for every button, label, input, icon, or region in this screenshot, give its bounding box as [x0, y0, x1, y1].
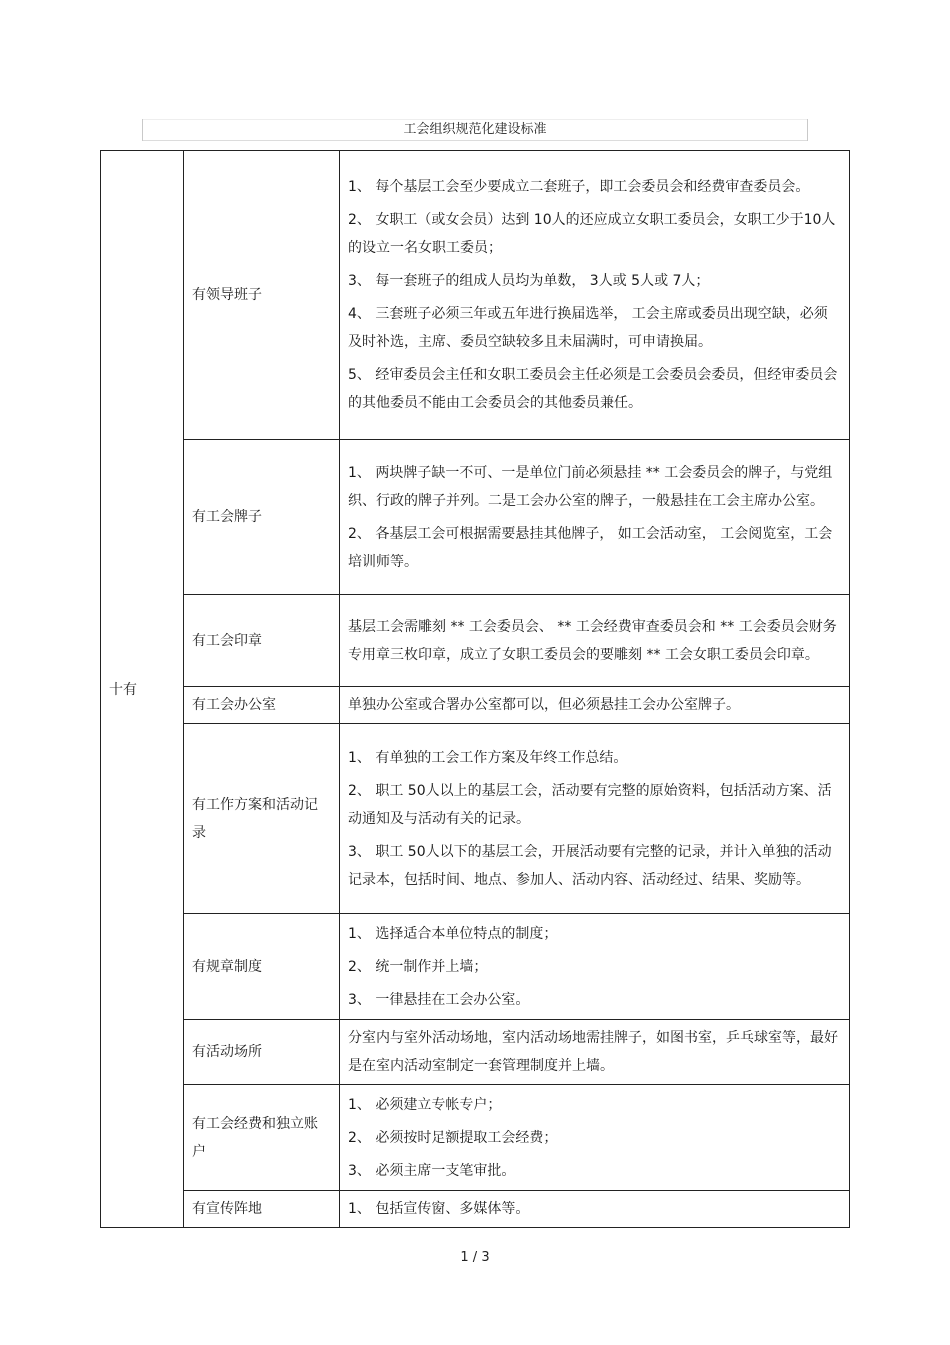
row-content — [340, 914, 850, 1020]
list-item: 1、 包括宣传窗、多媒体等。 — [348, 1201, 530, 1217]
table-row — [101, 687, 850, 724]
list-item: 1、 必须建立专帐专户； — [348, 1096, 502, 1113]
table-row — [101, 914, 850, 1020]
list-item: 3、 职工 50人以下的基层工会，开展活动要有完整的记录，并计入单独的活动记录本，包括时间、地点、参加人、活动内容、活动经过、结果、奖励等。 — [348, 843, 832, 888]
document-title: 工会组织规范化建设标准 — [142, 119, 808, 141]
row-label: 有宣传阵地 — [184, 1191, 340, 1228]
list-item: 2、 职工 50人以上的基层工会，活动要有完整的原始资料，包括活动方案、活动通知及与活动有关的记录。 — [348, 782, 832, 827]
table-row — [101, 1085, 850, 1191]
list-item: 1、 选择适合本单位特点的制度； — [348, 925, 558, 942]
row-content — [340, 1020, 850, 1085]
list-item: 5、 经审委员会主任和女职工委员会主任必须是工会委员会委员，但经审委员会的其他委员不能由工会委员会的其他委员兼任。 — [348, 367, 838, 411]
row-content — [340, 151, 850, 440]
table-row — [101, 1020, 850, 1085]
row-text: 单独办公室或合署办公室都可以，但必须悬挂工会办公室牌子。 — [348, 697, 740, 713]
row-content — [340, 1085, 850, 1191]
standards-table — [100, 150, 850, 1228]
list-item: 3、 必须主席一支笔审批。 — [348, 1162, 516, 1179]
row-text: 分室内与室外活动场地，室内活动场地需挂牌子，如图书室，乒乓球室等，最好是在室内活动室制定一套管理制度并上墙。 — [348, 1030, 838, 1074]
row-content — [340, 687, 850, 724]
row-content — [340, 440, 850, 595]
list-item: 2、 各基层工会可根据需要悬挂其他牌子， 如工会活动室， 工会阅览室，工会培训师等。 — [348, 525, 833, 570]
table-row — [101, 1191, 850, 1228]
row-label: 有活动场所 — [184, 1020, 340, 1085]
list-item: 2、 统一制作并上墙； — [348, 958, 488, 975]
list-item: 4、 三套班子必须三年或五年进行换届选举， 工会主席或委员出现空缺，必须及时补选，主席、委员空缺较多且未届满时，可申请换届。 — [348, 306, 828, 350]
table-row — [101, 151, 850, 440]
row-label: 有工会牌子 — [184, 440, 340, 595]
list-item: 2、 必须按时足额提取工会经费； — [348, 1129, 558, 1146]
list-item: 3、 一律悬挂在工会办公室。 — [348, 991, 530, 1008]
table-row — [101, 724, 850, 914]
list-item: 1、 有单独的工会工作方案及年终工作总结。 — [348, 749, 628, 766]
row-text: 基层工会需雕刻 ** 工会委员会、 ** 工会经费审查委员会和 ** 工会委员会财务专用章三枚印章，成立了女职工委员会的要雕刻 ** 工会女职工委员会印章。 — [348, 618, 837, 663]
list-item: 1、 每个基层工会至少要成立二套班子，即工会委员会和经费审查委员会。 — [348, 179, 810, 195]
table-row — [101, 440, 850, 595]
page-number: 1 / 3 — [460, 1250, 490, 1265]
row-content — [340, 724, 850, 914]
row-label: 有规章制度 — [184, 914, 340, 1020]
row-label: 有工会办公室 — [184, 687, 340, 724]
row-content — [340, 595, 850, 687]
row-label: 有领导班子 — [184, 151, 340, 440]
row-label: 有工会印章 — [184, 595, 340, 687]
category-cell: 十有 — [101, 151, 184, 1228]
row-label: 有工会经费和独立账户 — [184, 1085, 340, 1191]
list-item: 3、 每一套班子的组成人员均为单数， 3人或 5人或 7人； — [348, 273, 710, 289]
row-label: 有工作方案和活动记录 — [184, 724, 340, 914]
list-item: 2、 女职工（或女会员）达到 10人的还应成立女职工委员会，女职工少于10人的设立一名女职工委员； — [348, 212, 836, 256]
list-item: 1、 两块牌子缺一不可、一是单位门前必须悬挂 ** 工会委员会的牌子，与党组织、行政的牌子并列。二是工会办公室的牌子，一般悬挂在工会主席办公室。 — [348, 464, 833, 509]
table-row — [101, 595, 850, 687]
row-content — [340, 1191, 850, 1228]
